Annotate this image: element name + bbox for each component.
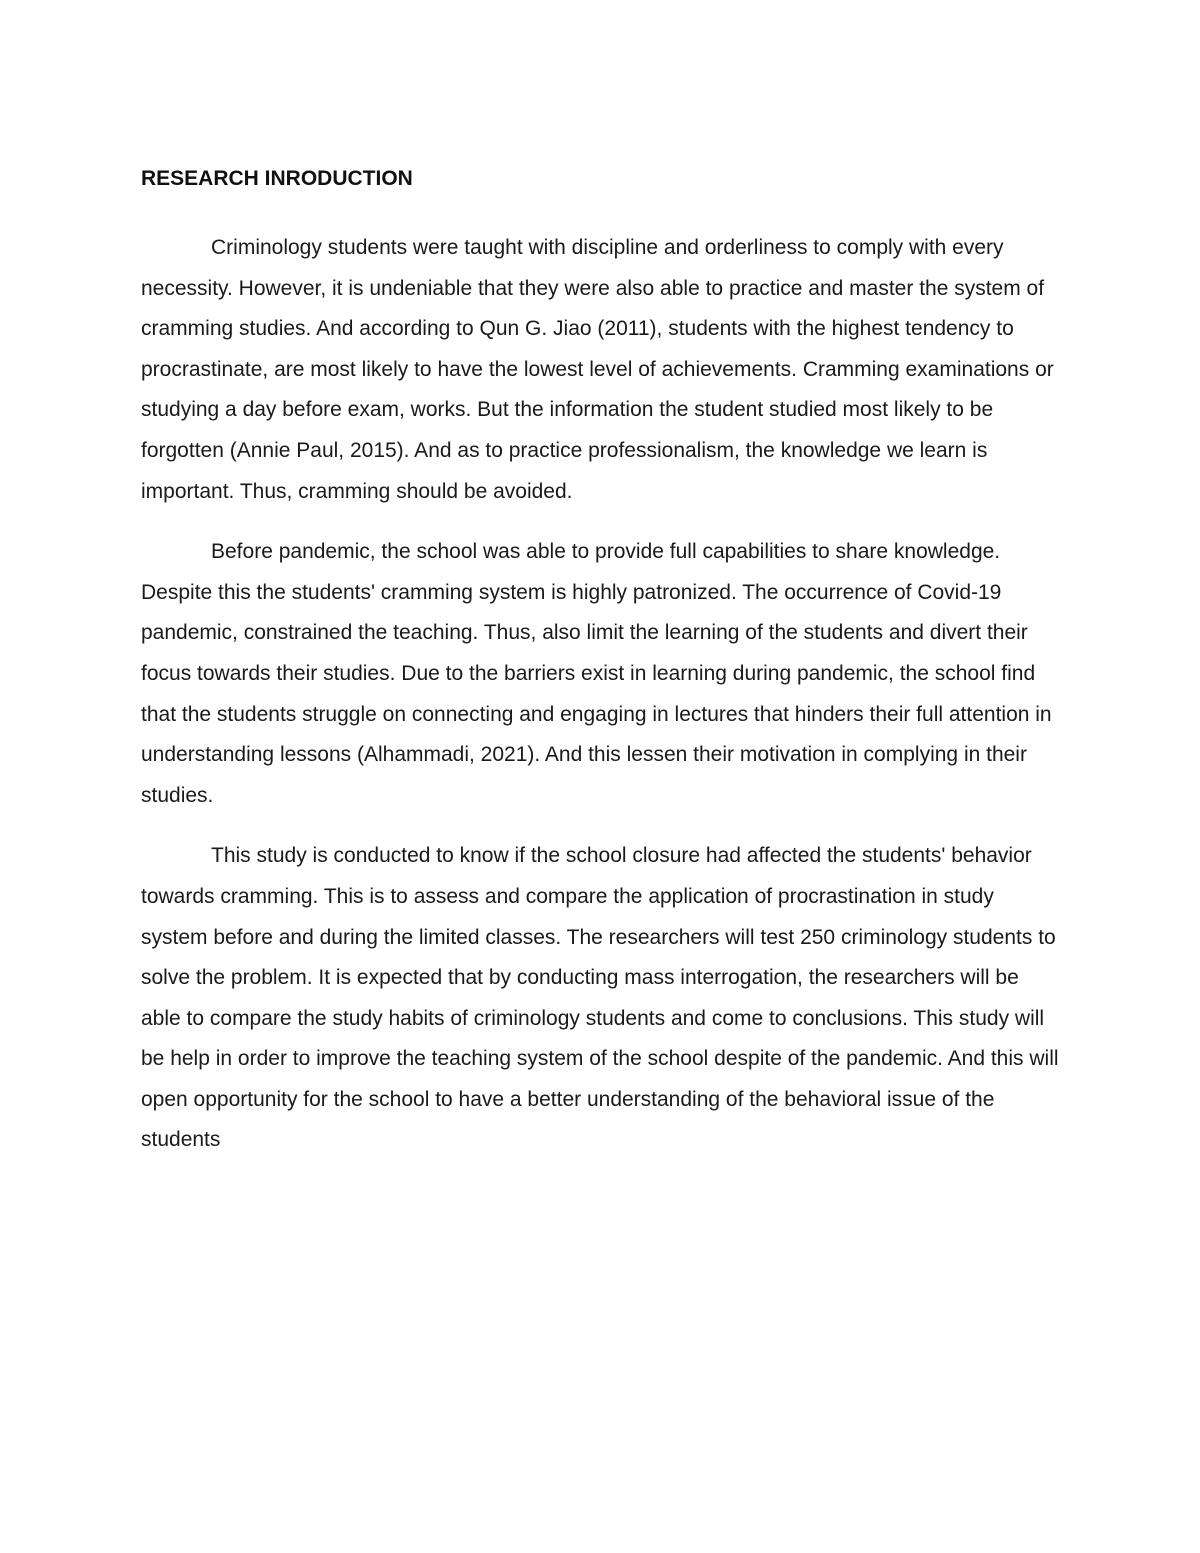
paragraph-1: Criminology students were taught with discipline and orderliness to comply with every necessity. However, it is undeniable that they were also able to practice and master the system of cramming studies. And according to Qun G. Jiao (2011), students with the highest tendency to procrastinate, are most likely to have the lowest level of achievements. Cramming examinations or studying a day before exam, works. But the information the student studied most likely to be forgotten (Annie Paul, 2015). And as to practice professionalism, the knowledge we learn is important. Thus, cramming should be avoided. — [141, 236, 1054, 503]
paragraph-2: Before pandemic, the school was able to provide full capabilities to share knowledge. Despite this the students' cramming system is highly patronized. The occurrence of Covid-19 pandemic, constrained the teaching. Thus, also limit the learning of the students and divert their focus towards their studies. Due to the barriers exist in learning during pandemic, the school find that the students struggle on connecting and engaging in lectures that hinders their full attention in understanding lessons (Alhammadi, 2021). And this lessen their motivation in complying in their studies. — [141, 540, 1052, 807]
paragraph-3: This study is conducted to know if the school closure had affected the students' behavior towards cramming. This is to assess and compare the application of procrastination in study system before and during the limited classes. The researchers will test 250 criminology students to solve the problem. It is expected that by conducting mass interrogation, the researchers will be able to compare the study habits of criminology students and come to conclusions. This study will be help in order to improve the teaching system of the school despite of the pandemic. And this will open opportunity for the school to have a better understanding of the behavioral issue of the students — [141, 844, 1059, 1152]
document-heading: RESEARCH INRODUCTION — [141, 167, 413, 190]
document-body — [141, 164, 1061, 1181]
